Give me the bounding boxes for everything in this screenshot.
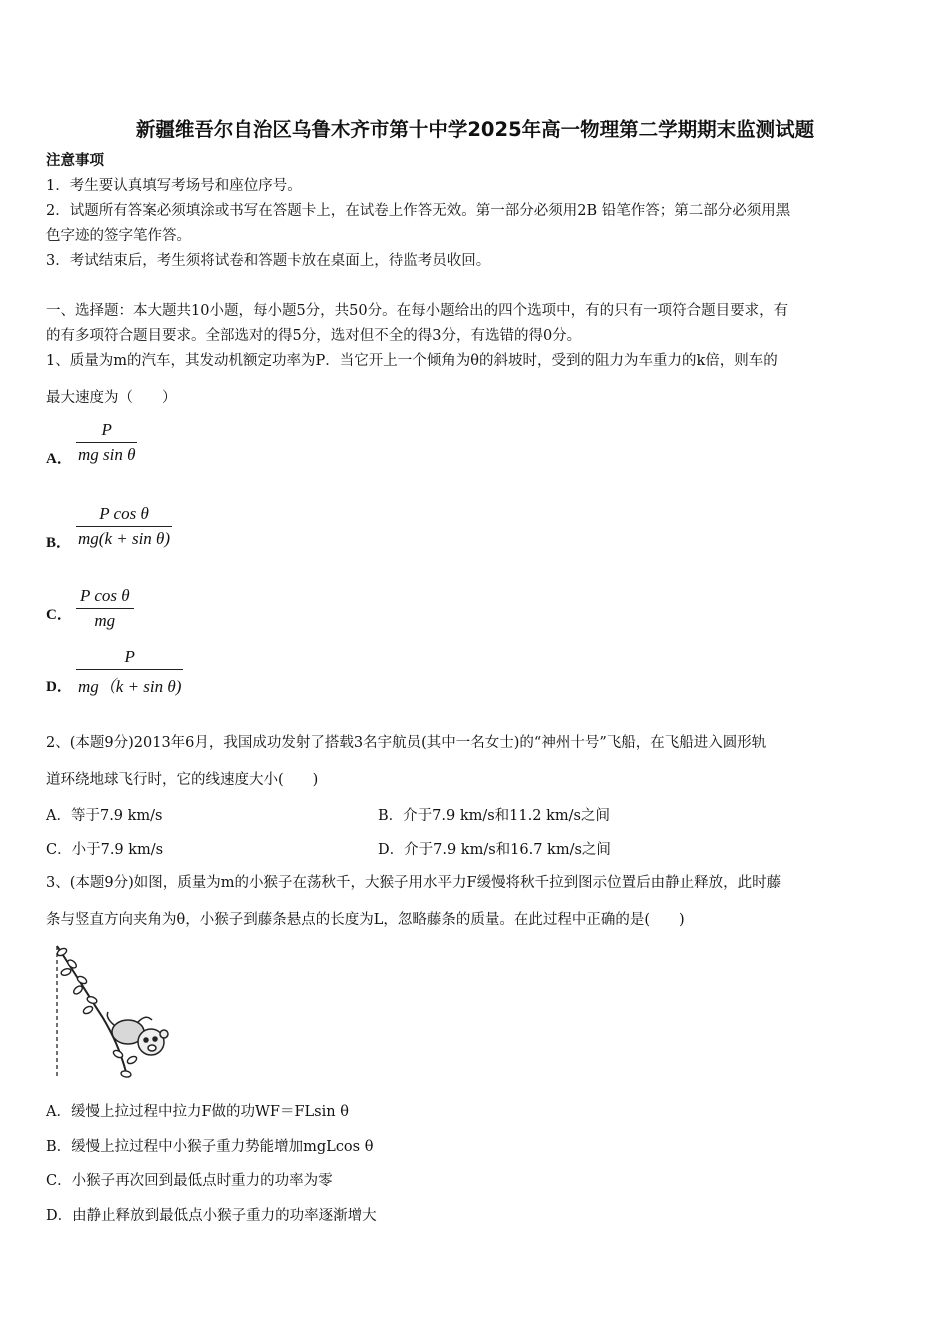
question-3-stem: 条与竖直方向夹角为θ，小猴子到藤条悬点的长度为L，忽略藤条的质量。在此过程中正确的是( )	[46, 912, 685, 928]
fraction-denominator: mg（k + sin θ)	[78, 677, 182, 696]
question-3-stem: 3、(本题9分)如图，质量为m的小猴子在荡秋千，大猴子用水平力F缓慢将秋千拉到图示位置后由静止释放，此时藤	[46, 875, 782, 891]
fraction-denominator: mg sin θ	[78, 445, 136, 464]
formula-fraction	[76, 420, 137, 465]
option-item: B．介于7.9 km/s和11.2 km/s之间	[378, 808, 610, 824]
option-item: D．介于7.9 km/s和16.7 km/s之间	[378, 842, 611, 858]
section-heading: 一、选择题：本大题共10小题，每小题5分，共50分。在每小题给出的四个选项中，有的只有一项符合题目要求，有	[46, 303, 789, 319]
formula-fraction	[76, 647, 183, 697]
monkey-swing-figure	[48, 940, 178, 1082]
notice-item: 2．试题所有答案必须填涂或书写在答题卡上，在试卷上作答无效。第一部分必须用2B 铅笔作答；第二部分必须用黑	[46, 203, 791, 219]
option-item: C．小猴子再次回到最低点时重力的功率为零	[46, 1173, 333, 1189]
option-item: C．小于7.9 km/s	[46, 842, 164, 858]
question-1-stem: 最大速度为（ ）	[46, 390, 177, 406]
fraction-numerator: P cos θ	[99, 504, 149, 523]
fraction-denominator: mg(k + sin θ)	[78, 529, 171, 548]
fraction-numerator: P	[101, 420, 112, 439]
fraction-numerator: P	[124, 647, 135, 666]
notice-item: 色字迹的签字笔作答。	[46, 228, 191, 244]
option-label: B．	[46, 535, 72, 551]
formula-fraction	[76, 504, 172, 549]
section-heading: 的有多项符合题目要求。全部选对的得5分，选对但不全的得3分，有选错的得0分。	[46, 328, 582, 344]
question-2-stem: 2、(本题9分)2013年6月，我国成功发射了搭载3名宇航员(其中一名女士)的“神州十号”飞船，在飞船进入圆形轨	[46, 735, 767, 751]
option-label: C．	[46, 607, 72, 623]
notice-item: 3．考试结束后，考生须将试卷和答题卡放在桌面上，待监考员收回。	[46, 253, 491, 269]
option-item: B．缓慢上拉过程中小猴子重力势能增加mgLcos θ	[46, 1139, 374, 1155]
notice-heading: 注意事项	[46, 152, 104, 169]
option-item: A．缓慢上拉过程中拉力F做的功WF＝FLsin θ	[46, 1104, 349, 1120]
question-1-stem: 1、质量为m的汽车，其发动机额定功率为P．当它开上一个倾角为θ的斜坡时，受到的阻力为车重力的k倍，则车的	[46, 353, 778, 369]
option-item: A．等于7.9 km/s	[46, 808, 163, 824]
question-2-stem: 道环绕地球飞行时，它的线速度大小( )	[46, 772, 319, 788]
option-label: D．	[46, 679, 72, 695]
option-item: D．由静止释放到最低点小猴子重力的功率逐渐增大	[46, 1208, 377, 1224]
option-label: A．	[46, 451, 72, 467]
notice-item: 1．考生要认真填写考场号和座位序号。	[46, 178, 302, 194]
exam-title: 新疆维吾尔自治区乌鲁木齐市第十中学2025年高一物理第二学期期末监测试题	[135, 118, 815, 141]
fraction-denominator: mg	[94, 611, 116, 630]
fraction-numerator: P cos θ	[80, 586, 130, 605]
formula-fraction	[76, 586, 134, 631]
